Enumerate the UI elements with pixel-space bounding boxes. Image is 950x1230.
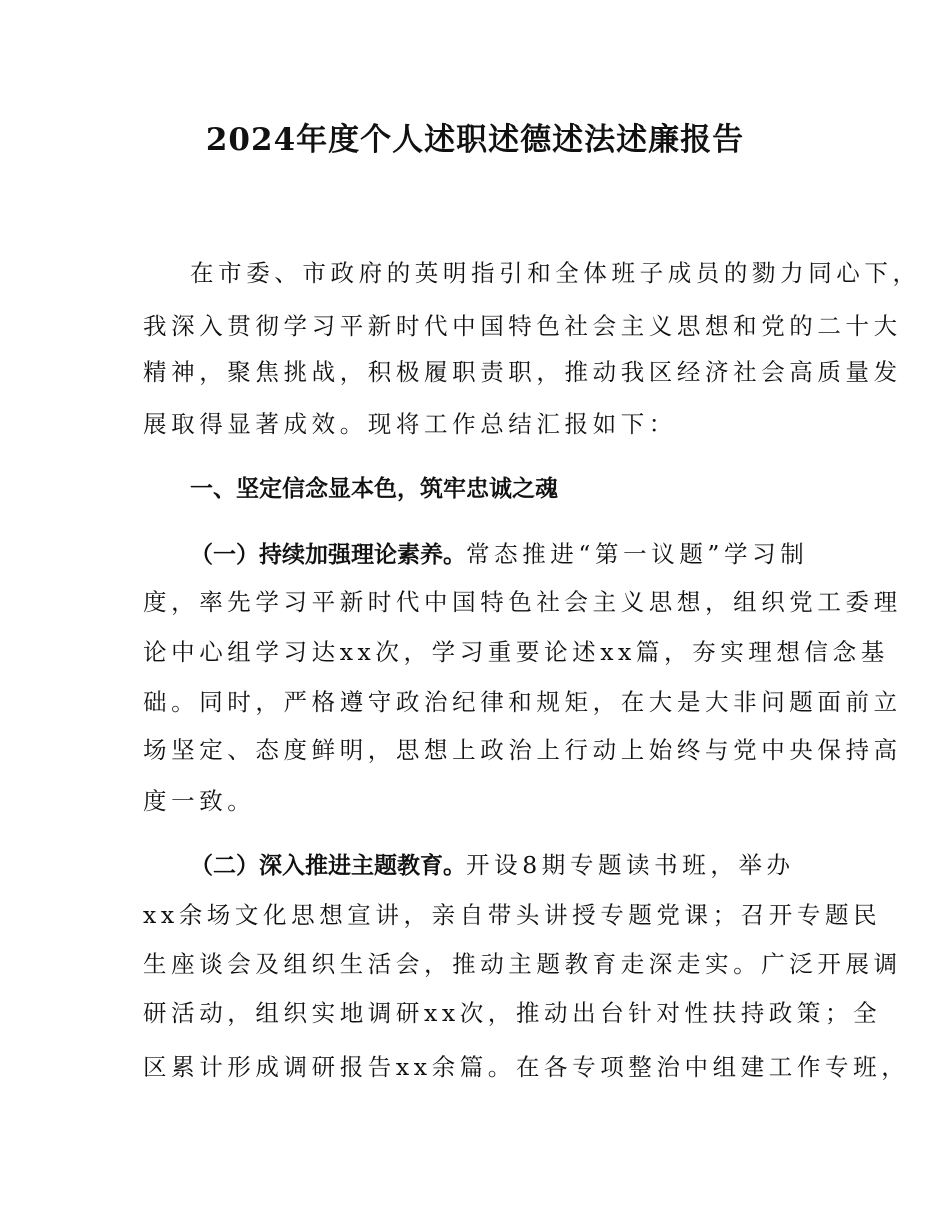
- para2-line-3: 生座谈会及组织生活会，推动主题教育走深走实。广泛开展调: [143, 950, 902, 978]
- section-heading-1: 一、坚定信念显本色，筑牢忠诚之魂: [190, 476, 558, 502]
- para1-line-2: 度，率先学习平新时代中国特色社会主义思想，组织党工委理: [143, 588, 902, 616]
- intro-line-1: 在市委、市政府的英明指引和全体班子成员的勠力同心下，: [190, 259, 921, 287]
- para2-line-2: xx余场文化思想宣讲，亲自带头讲授专题党课；召开专题民: [143, 901, 882, 929]
- intro-line-4: 展取得显著成效。现将工作总结汇报如下：: [143, 410, 677, 438]
- para2-first-line: [190, 845, 795, 886]
- intro-line-3: 精神，聚焦挑战，积极履职责职，推动我区经济社会高质量发: [143, 358, 902, 386]
- para2-line-1: 开设8期专题读书班，举办: [466, 851, 795, 879]
- para2-lead: （二）深入推进主题教育。: [190, 853, 466, 879]
- para1-line-3: 论中心组学习达xx次，学习重要论述xx篇，夯实理想信念基: [143, 638, 889, 666]
- para1-first-line: [190, 534, 808, 575]
- para1-line-5: 场坚定、态度鲜明，思想上政治上行动上始终与党中央保持高: [143, 736, 902, 764]
- para1-lead: （一）持续加强理论素养。: [190, 542, 466, 568]
- document-title: 2024年度个人述职述德述法述廉报告: [205, 122, 745, 158]
- para2-line-5: 区累计形成调研报告xx余篇。在各专项整治中组建工作专班，: [143, 1053, 910, 1081]
- para1-line-6: 度一致。: [143, 787, 256, 815]
- intro-line-2: 我深入贯彻学习平新时代中国特色社会主义思想和党的二十大: [143, 312, 902, 340]
- para1-line-1: 常态推进“第一议题”学习制: [466, 540, 809, 568]
- para1-line-4: 础。同时，严格遵守政治纪律和规矩，在大是大非问题面前立: [143, 688, 902, 716]
- para2-line-4: 研活动，组织实地调研xx次，推动出台针对性扶持政策；全: [143, 999, 882, 1027]
